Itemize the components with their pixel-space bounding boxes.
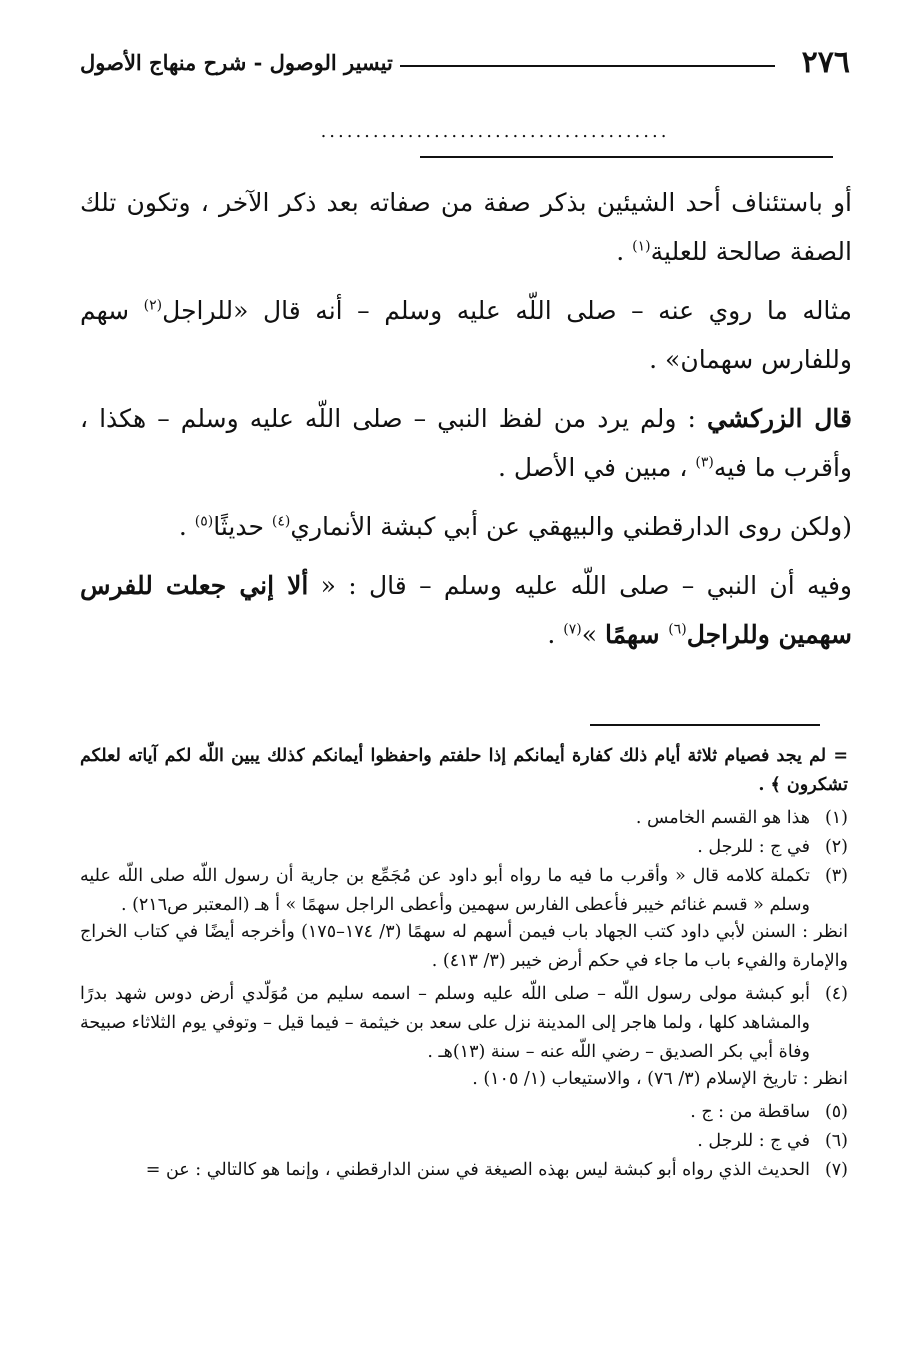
running-title: تيسير الوصول - شرح منهاج الأصول bbox=[80, 50, 393, 75]
footnote-6 bbox=[80, 1127, 848, 1156]
footnote-ref-3[interactable]: (٣) bbox=[695, 454, 714, 471]
footnote-5 bbox=[80, 1098, 848, 1127]
ellipsis-separator: ........................................ bbox=[320, 121, 670, 142]
paragraph-3: قال الزركشي : ولم يرد من لفظ النبي – صلى اللّه عليه وسلم – هكذا ، وأقرب ما فيه$^{(٣)}$ ، مبين في الأصل . bbox=[80, 404, 852, 482]
footnote-ref-5[interactable]: (٥) bbox=[194, 513, 214, 530]
paragraph-5: وفيه أن النبي – صلى اللّه عليه وسلم – قال : « ألا إني جعلت للفرس سهمين وللراجل$^{(٦)}$ سهمًا »$^{(٧)}$ . bbox=[80, 571, 852, 649]
footnote-4 bbox=[80, 980, 848, 1067]
footnote-ref-4[interactable]: (٤) bbox=[271, 513, 291, 530]
footnote-rule bbox=[590, 724, 820, 726]
footnote-3 bbox=[80, 862, 848, 920]
header-rule bbox=[400, 65, 775, 67]
footnote-1 bbox=[80, 804, 848, 833]
footnote-ref-2[interactable]: (٢) bbox=[143, 297, 163, 314]
paragraph-4: (ولكن روى الدارقطني والبيهقي عن أبي كبشة الأنماري$^{(٤)}$ حديثًا$^{(٥)}$ . bbox=[178, 512, 852, 541]
footnote-text: ساقطة من : ج . bbox=[690, 1102, 810, 1122]
footnote-ref-1[interactable]: (١) bbox=[632, 238, 651, 255]
paragraph-1: أو باستئناف أحد الشيئين بذكر صفة من صفاته بعد ذكر الآخر ، وتكون تلك الصفة صالحة للعلية$^{(١)}$ . bbox=[80, 188, 852, 266]
footnote-ref-6[interactable]: (٦) bbox=[668, 621, 687, 638]
footnote-text: أبو كبشة مولى رسول اللّه – صلى اللّه عليه وسلم – اسمه سليم من مُوَلّدي أرض دوس شهد بدرًا والمشاهد كلها ، ولما هاجر إلى المدينة نزل على سعد بن خيثمة – فيما قيل – وتوفي يوم الثلاثاء صبيحة وفاة أبي بكر الصديق – رضي اللّه عنه – سنة (١٣)هـ . bbox=[80, 984, 810, 1062]
hadith-quote: ألا إني جعلت للفرس سهمين وللراجل bbox=[80, 571, 852, 649]
footnote-number: (٤) bbox=[824, 984, 848, 1004]
main-text bbox=[80, 178, 852, 669]
top-rule bbox=[420, 156, 833, 158]
footnote-7 bbox=[80, 1156, 848, 1185]
paragraph-2: مثاله ما روي عنه – صلى اللّه عليه وسلم – أنه قال «للراجل$^{(٢)}$ سهم وللفارس سهمان» . bbox=[80, 296, 852, 374]
footnote-2 bbox=[80, 833, 848, 862]
page-number: ٢٧٦ bbox=[801, 45, 850, 80]
footnote-text: تكملة كلامه قال « وأقرب ما فيه ما رواه أبو داود عن مُجَمِّع بن جارية أن رسول اللّه صلى اللّه عليه وسلم « قسم غنائم خيبر فأعطى الفارس سهمين وأعطى الراجل سهمًا » أ هـ (المعتبر ص٢١٦) . bbox=[80, 866, 810, 915]
page-header bbox=[80, 40, 850, 86]
footnote-number: (٥) bbox=[824, 1102, 848, 1122]
zarkashi-label: قال الزركشي bbox=[706, 404, 852, 433]
footnote-number: (٣) bbox=[824, 866, 848, 886]
footnote-number: (٧) bbox=[824, 1160, 848, 1180]
footnote-4-reference: انظر : تاريخ الإسلام (٣/ ٧٦) ، والاستيعاب (١/ ١٠٥) . bbox=[472, 1069, 848, 1089]
footnote-continuation: = لم يجد فصيام ثلاثة أيام ذلك كفارة أيمانكم إذا حلفتم واحفظوا أيمانكم كذلك يبين اللّه لكم آياته لعلكم تشكرون ﴾ . bbox=[80, 746, 848, 795]
footnote-3-reference: انظر : السنن لأبي داود كتب الجهاد باب فيمن أسهم له سهمًا (٣/ ١٧٤–١٧٥) وأخرجه أيضًا في كتاب الخراج والإمارة والفيء باب ما جاء في حكم أرض خيبر (٣/ ٤١٣) . bbox=[80, 922, 848, 971]
footnote-number: (٦) bbox=[824, 1131, 848, 1151]
footnote-text: الحديث الذي رواه أبو كبشة ليس بهذه الصيغة في سنن الدارقطني ، وإنما هو كالتالي : عن = bbox=[145, 1160, 810, 1180]
footnote-ref-7[interactable]: (٧) bbox=[563, 621, 582, 638]
footnote-text: في ج : للرجل . bbox=[697, 1131, 810, 1151]
footnotes bbox=[80, 742, 848, 1185]
footnote-number: (١) bbox=[824, 808, 848, 828]
footnote-text: هذا هو القسم الخامس . bbox=[635, 808, 810, 828]
footnote-text: في ج : للرجل . bbox=[697, 837, 810, 857]
footnote-number: (٢) bbox=[824, 837, 848, 857]
